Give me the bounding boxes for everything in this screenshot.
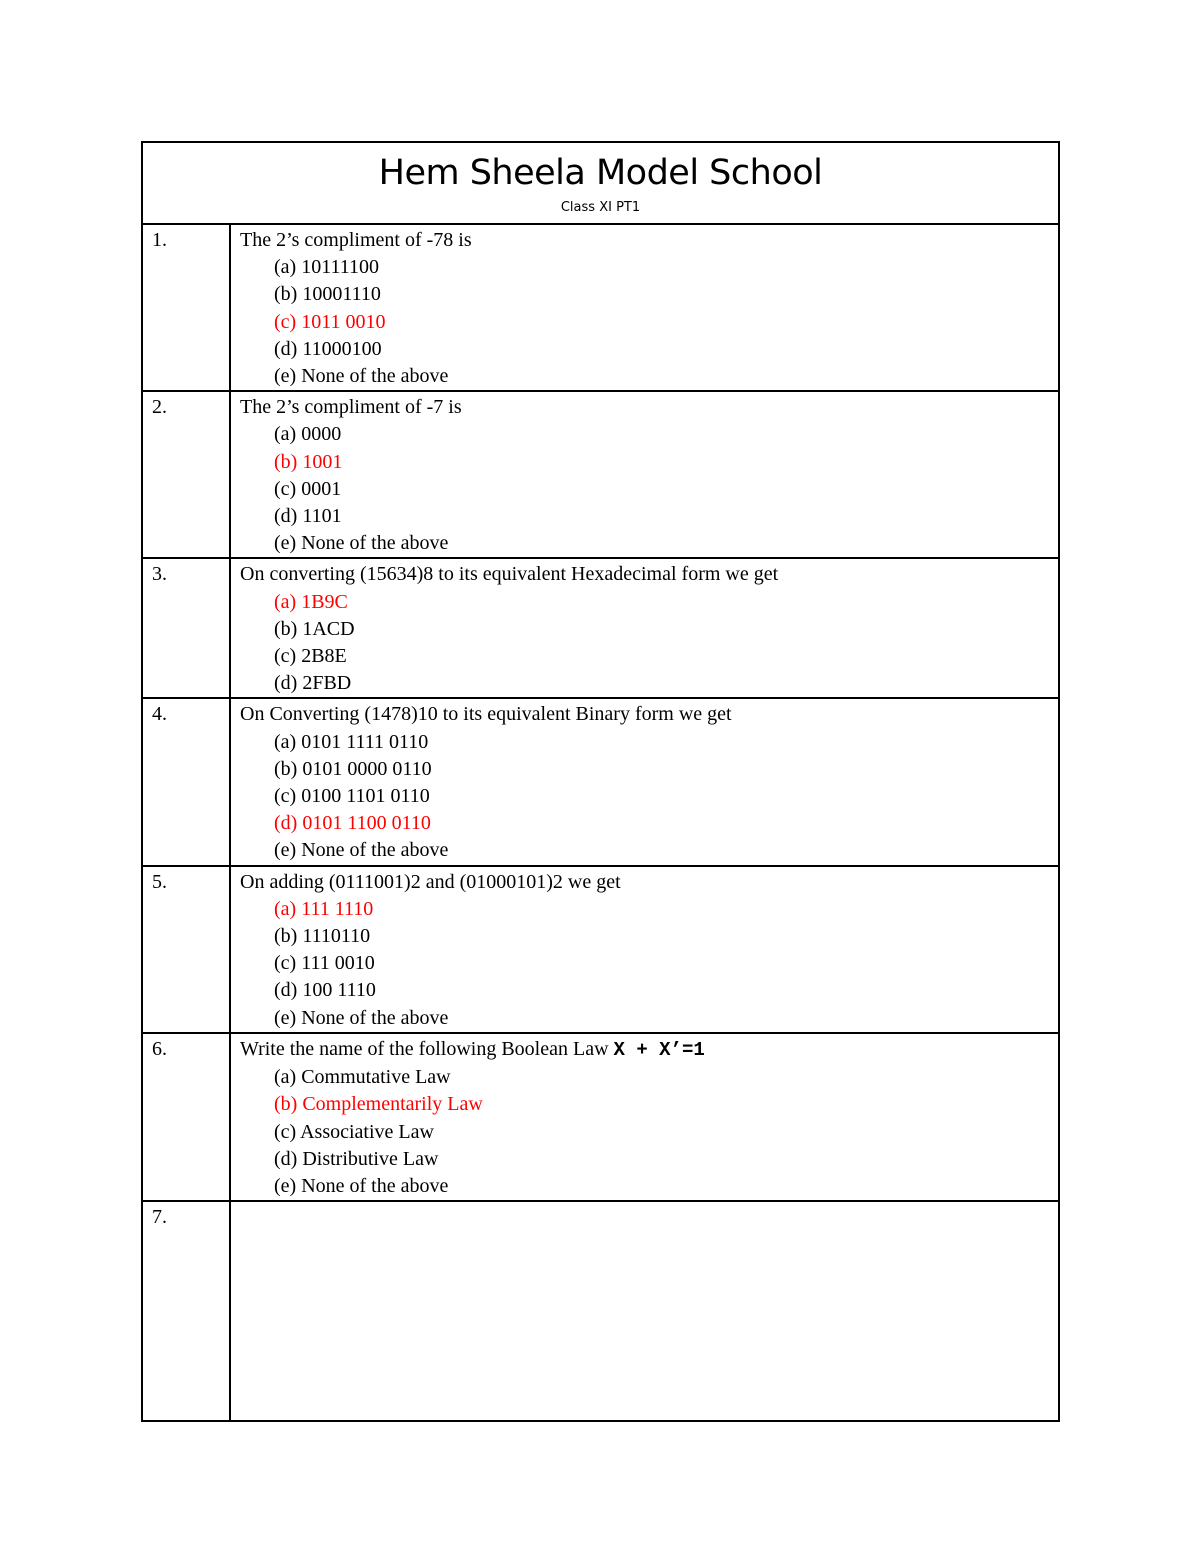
question-number: 4. <box>142 698 230 865</box>
answer-option-correct: (b) Complementarily Law <box>274 1093 483 1116</box>
question-row <box>142 866 1059 1033</box>
question-body <box>230 866 1059 1033</box>
answer-option: (c) 2B8E <box>274 645 347 668</box>
question-text: On converting (15634)8 to its equivalent Hexadecimal form we get <box>240 563 779 586</box>
answer-option: (e) None of the above <box>274 1174 449 1197</box>
question-body <box>230 1033 1059 1201</box>
answer-option: (e) None of the above <box>274 1006 449 1029</box>
answer-option: (d) 100 1110 <box>274 979 376 1002</box>
answer-option: (b) 1ACD <box>274 617 355 640</box>
question-paper-table <box>141 141 1060 1422</box>
question-number: 6. <box>142 1033 230 1201</box>
question-text-line <box>240 1036 1058 1064</box>
question-text: The 2’s compliment of -78 is <box>240 229 472 251</box>
question-text-line <box>240 394 1058 421</box>
question-body <box>230 698 1059 865</box>
answer-option-correct: (b) 1001 <box>274 450 343 473</box>
answer-option: (a) 0000 <box>274 423 342 446</box>
question-text: On Converting (1478)10 to its equivalent Binary form we get <box>240 703 732 726</box>
question-text-line <box>240 869 1058 896</box>
answer-option: (a) 10111100 <box>274 256 379 279</box>
answer-option: (d) 2FBD <box>274 672 352 695</box>
question-body-empty <box>230 1201 1059 1421</box>
school-name: Hem Sheela Model School <box>378 153 823 193</box>
question-number: 3. <box>142 558 230 698</box>
answer-option: (c) 0001 <box>274 477 342 500</box>
answer-option: (a) 0101 1111 0110 <box>274 730 429 753</box>
answer-option-correct: (a) 111 1110 <box>274 897 374 920</box>
answer-option: (a) Commutative Law <box>274 1066 451 1089</box>
answer-option-correct: (a) 1B9C <box>274 590 348 613</box>
question-body <box>230 224 1059 391</box>
answer-option: (d) 1101 <box>274 505 342 528</box>
answer-option: (b) 10001110 <box>274 283 381 306</box>
question-number: 5. <box>142 866 230 1033</box>
question-number: 7. <box>142 1201 230 1421</box>
question-text-line <box>240 561 1058 588</box>
answer-option: (e) None of the above <box>274 839 449 862</box>
empty-question-row <box>142 1201 1059 1421</box>
question-row <box>142 391 1059 558</box>
answer-option-correct: (c) 1011 0010 <box>274 310 386 333</box>
question-body <box>230 558 1059 698</box>
question-number: 2. <box>142 391 230 558</box>
answer-option: (c) 111 0010 <box>274 952 375 975</box>
answer-option: (b) 1110110 <box>274 925 371 948</box>
answer-option-correct: (d) 0101 1100 0110 <box>274 812 431 835</box>
answer-option: (d) Distributive Law <box>274 1147 439 1170</box>
answer-option: (e) None of the above <box>274 365 449 388</box>
question-number: 1. <box>142 224 230 391</box>
header-row <box>142 142 1059 224</box>
question-text: On adding (0111001)2 and (01000101)2 we get <box>240 870 621 893</box>
answer-option: (c) Associative Law <box>274 1120 434 1143</box>
question-text-line <box>240 227 1058 254</box>
question-row <box>142 1033 1059 1201</box>
question-row <box>142 558 1059 698</box>
question-text-line <box>240 701 1058 728</box>
answer-option: (e) None of the above <box>274 532 449 555</box>
answer-option: (c) 0100 1101 0110 <box>274 785 430 808</box>
header-cell <box>142 142 1059 224</box>
answer-option: (d) 11000100 <box>274 337 382 360</box>
question-body <box>230 391 1059 558</box>
question-text: The 2’s compliment of -7 is <box>240 396 462 419</box>
boolean-formula: X + X’=1 <box>613 1038 705 1061</box>
answer-option: (b) 0101 0000 0110 <box>274 757 432 780</box>
question-row <box>142 698 1059 865</box>
exam-subtitle: Class XI PT1 <box>560 200 641 215</box>
question-row <box>142 224 1059 391</box>
question-text: Write the name of the following Boolean Law <box>240 1037 609 1060</box>
